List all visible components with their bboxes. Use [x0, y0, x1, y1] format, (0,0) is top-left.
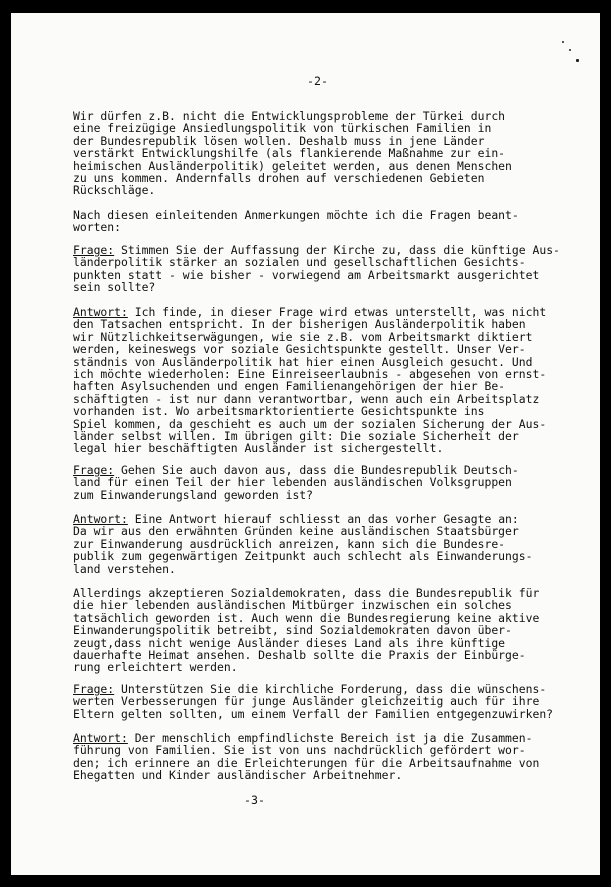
line-text: schäftigten - ist nur dann verantwortbar, wenn auch ein Arbeitsplatz — [73, 391, 540, 406]
scan-speck — [562, 41, 564, 43]
page-number-top: -2- — [307, 74, 328, 88]
question-paragraph — [73, 244, 593, 294]
line-text: punkten statt - wie bisher - vorwiegend am Arbeitsmarkt ausgerichtet — [73, 267, 540, 282]
text-line — [73, 563, 593, 575]
line-text: länderpolitik stärker an sozialen und gesellschaftlichen Gesichts- — [73, 255, 526, 270]
line-text: länder selbst willen. Im übrigen gilt: Die soziale Sicherheit der — [73, 429, 519, 444]
paragraph-label: Frage: — [73, 682, 115, 696]
line-text: worten: — [73, 220, 122, 235]
text-line — [73, 489, 593, 501]
line-text: der Bundesrepublik lösen wollen. Deshalb muss in jene Länder — [73, 133, 485, 148]
line-text: zur Einwanderung ausdrücklich anreizen, kann sich die Bundesre- — [73, 536, 506, 551]
line-text: zeugt,dass nicht wenige Ausländer dieses Land als ihre künftige — [73, 635, 506, 650]
line-text: den Tatsachen entspricht. In der bisherigen Ausländerpolitik haben — [73, 317, 526, 332]
answer-paragraph — [73, 513, 593, 575]
document-page — [11, 13, 600, 875]
line-text: Eltern gelten sollten, um einem Verfall der Familien entgegenzuwirken? — [73, 706, 554, 721]
line-text: tatsächlich geworden ist. Auch wenn die Bundesregierung keine aktive — [73, 610, 540, 625]
line-text: führung von Familien. Sie ist von uns nachdrücklich gefördert wor- — [73, 743, 526, 758]
paragraph-label: Antwort: — [73, 305, 128, 319]
question-paragraph — [73, 683, 593, 720]
scan-speck — [576, 59, 579, 62]
text-paragraph — [73, 587, 593, 674]
line-text: den; ich erinnere an die Erleichterungen für die Arbeitsaufnahme von — [73, 755, 540, 770]
text-line — [73, 221, 593, 233]
text-paragraph — [73, 209, 593, 234]
scan-speck — [569, 49, 571, 51]
line-text: werten Verbesserungen für junge Ausländer gleichzeitig auch für ihre — [73, 694, 540, 709]
line-text: werden, keineswegs vor soziale Gesichtspunkte gestellt. Unser Ver- — [73, 342, 526, 357]
line-text: zu uns kommen. Andernfalls drohen auf verschiedenen Gebieten — [73, 171, 485, 186]
line-text: land verstehen. — [73, 561, 176, 576]
line-text: ständnis von Ausländerpolitik hat hier einen Ausgleich gesucht. Und — [73, 354, 533, 369]
line-text: Ehegatten und Kinder ausländischer Arbeitnehmer. — [73, 768, 403, 783]
line-text: Der menschlich empfindlichste Bereich ist ja die Zusammen- — [127, 731, 533, 745]
text-line — [73, 184, 593, 196]
line-text: rung erleichtert werden. — [73, 660, 238, 675]
line-text: die hier lebenden ausländischen Mitbürger inzwischen ein solches — [73, 598, 512, 613]
line-text: Einwanderungspolitik betreibt, sind Sozialdemokraten davon über- — [73, 623, 512, 638]
text-line — [73, 661, 593, 673]
line-text: zum Einwanderungsland geworden ist? — [73, 487, 314, 502]
line-text: haften Asylsuchenden und engen Familienangehörigen der hier Be- — [73, 379, 506, 394]
line-text: publik zum gegenwärtigen Zeitpunkt auch schlecht als Einwanderungs- — [73, 549, 533, 564]
line-text: Wir dürfen z.B. nicht die Entwicklungsprobleme der Türkei durch — [73, 109, 506, 123]
line-text: sein sollte? — [73, 280, 156, 295]
line-text: wir Nützlichkeitserwägungen, wie sie z.B. vom Arbeitsmarkt diktiert — [73, 329, 533, 344]
line-text: legal hier beschäftigten Ausländer ist sichergestellt. — [73, 441, 444, 456]
text-line — [73, 769, 593, 781]
text-line — [73, 442, 593, 454]
line-text: dauerhafte Heimat ansehen. Deshalb sollte die Praxis der Einbürge- — [73, 648, 526, 663]
text-paragraph — [73, 110, 593, 197]
line-text: Unterstützen Sie die kirchliche Forderung, dass die wünschens- — [114, 682, 547, 696]
line-text: Ich finde, in dieser Frage wird etwas unterstellt, was nicht — [127, 305, 547, 319]
line-text: ich möchte wiederholen: Eine Einreiseerlaubnis - abgesehen von ernst- — [73, 367, 547, 382]
paragraph-label: Frage: — [73, 463, 115, 477]
question-paragraph — [73, 464, 593, 501]
text-line — [73, 281, 593, 293]
line-text: vorhanden ist. Wo arbeitsmarktorientierte Gesichtspunkte ins — [73, 404, 485, 419]
text-line — [73, 209, 593, 221]
answer-paragraph — [73, 732, 593, 782]
line-text: Spiel kommen, da geschieht es auch um der sozialen Sicherung der Aus- — [73, 416, 547, 431]
line-text: land für einen Teil der hier lebenden ausländischen Volksgruppen — [73, 475, 512, 490]
line-text: Gehen Sie auch davon aus, dass die Bundesrepublik Deutsch- — [114, 463, 519, 477]
line-text: heimischen Ausländerpolitik) geleitet werden, aus denen Menschen — [73, 158, 512, 173]
line-text: Eine Antwort hierauf schliesst an das vorher Gesagte an: — [127, 512, 519, 526]
line-text: verstärkt Entwicklungshilfe (als flankierende Maßnahme zur ein- — [73, 146, 506, 161]
paragraph-label: Antwort: — [73, 731, 128, 745]
line-text: Allerdings akzeptieren Sozialdemokraten, dass die Bundesrepublik für — [73, 586, 540, 600]
line-text: Stimmen Sie der Auffassung der Kirche zu, dass die künftige Aus- — [114, 243, 560, 257]
line-text: Rückschläge. — [73, 183, 156, 198]
text-line — [73, 708, 593, 720]
paragraph-label: Antwort: — [73, 512, 128, 526]
line-text: Nach diesen einleitenden Anmerkungen möchte ich die Fragen beant- — [73, 208, 519, 222]
paragraph-label: Frage: — [73, 243, 115, 257]
answer-paragraph — [73, 306, 593, 455]
line-text: Da wir aus den erwähnten Gründen keine ausländischen Staatsbürger — [73, 524, 519, 539]
line-text: eine freizügige Ansiedlungspolitik von türkischen Familien in — [73, 121, 492, 136]
page-number-bottom: -3- — [244, 793, 265, 807]
